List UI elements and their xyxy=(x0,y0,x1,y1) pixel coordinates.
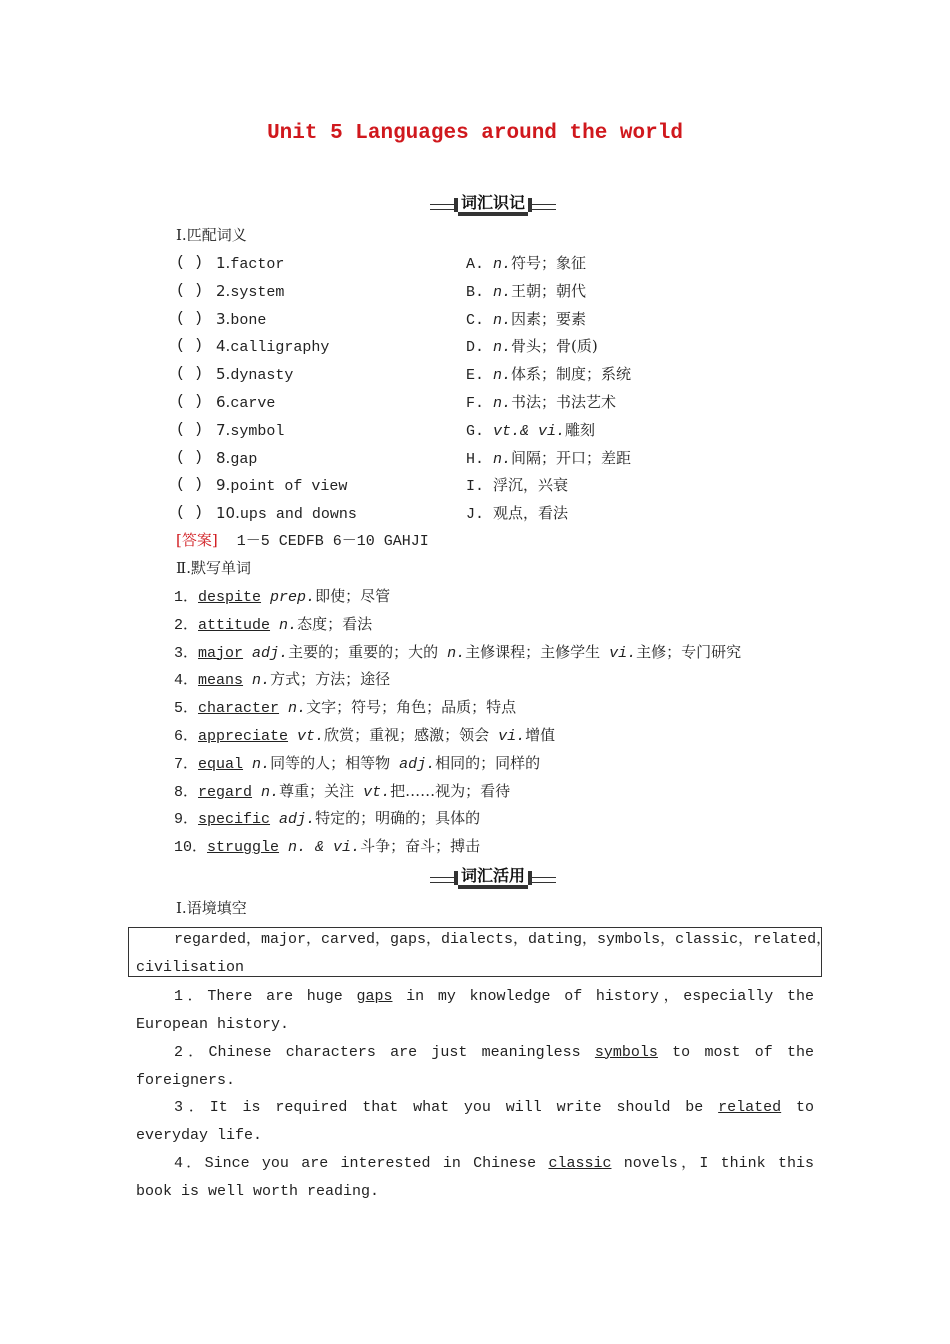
matching-option xyxy=(466,420,595,442)
item-number: 3. xyxy=(216,309,231,328)
dictation-row xyxy=(174,586,390,608)
matching-word xyxy=(216,392,275,414)
matching-word xyxy=(216,475,347,497)
item-number: 5. xyxy=(216,365,231,384)
item-word: point of view xyxy=(230,478,348,496)
item-pos: prep. xyxy=(270,589,316,606)
section-heading-fill-in: Ⅰ.语境填空 xyxy=(176,899,247,917)
option-pos: n. xyxy=(493,339,512,357)
dictation-row xyxy=(174,753,540,775)
item-meaning: 文字；符号；角色；品质；特点 xyxy=(306,698,517,717)
answer-blank[interactable]: ( ) xyxy=(176,309,204,327)
answer-blank[interactable]: ( ) xyxy=(176,420,204,438)
item-word: despite xyxy=(198,589,262,606)
option-pos: n. xyxy=(493,395,512,412)
matching-option xyxy=(466,448,631,470)
option-letter: J. xyxy=(466,506,485,524)
matching-word xyxy=(216,448,257,470)
item-meaning-2: 增值 xyxy=(525,726,556,744)
sentence-answer: classic xyxy=(548,1154,612,1172)
answer-blank[interactable]: ( ) xyxy=(176,448,204,466)
option-meaning: 体系；制度；系统 xyxy=(511,365,632,384)
matching-word xyxy=(216,253,284,275)
option-meaning: 雕刻 xyxy=(565,420,596,439)
dictation-row xyxy=(174,697,516,719)
item-word: dynasty xyxy=(230,367,294,385)
matching-option xyxy=(466,503,568,525)
item-meaning: 主要的；重要的；大的 xyxy=(288,642,439,661)
answer-blank[interactable]: ( ) xyxy=(176,281,204,299)
option-letter: I. xyxy=(466,478,485,496)
item-pos: n. xyxy=(252,755,271,773)
item-pos: vt. xyxy=(297,728,325,745)
banner-label: 词汇活用 xyxy=(458,867,528,889)
sentence-answer: related xyxy=(718,1099,782,1117)
item-meaning: 方式；方法；途径 xyxy=(270,670,391,689)
dictation-row xyxy=(174,642,741,664)
item-word: character xyxy=(198,700,280,718)
matching-option xyxy=(466,281,586,303)
option-letter: G. xyxy=(466,422,485,440)
item-meaning: 欣赏；重视；感激；领会 xyxy=(324,726,490,744)
item-number: 7. xyxy=(216,420,231,439)
item-number: 8． xyxy=(174,783,199,801)
item-number: 8. xyxy=(216,448,231,467)
sentence-number: 3． xyxy=(174,1099,210,1117)
option-meaning: 观点，看法 xyxy=(493,504,569,523)
item-meaning: 同等的人；相等物 xyxy=(270,753,391,772)
option-pos: vt.& vi. xyxy=(493,422,566,440)
sentence-number: 4． xyxy=(174,1154,205,1172)
answer-tag: [答案] xyxy=(176,531,218,549)
item-number: 1. xyxy=(216,254,231,272)
item-word: struggle xyxy=(207,839,280,857)
section-heading-dictation: Ⅱ.默写单词 xyxy=(176,559,251,577)
option-meaning: 间隔；开口；差距 xyxy=(511,448,632,467)
fill-in-sentence xyxy=(136,983,814,1039)
option-meaning: 因素；要素 xyxy=(511,309,587,328)
option-letter: E. xyxy=(466,367,485,385)
option-letter: D. xyxy=(466,339,485,357)
answer-blank[interactable]: ( ) xyxy=(176,337,204,355)
word-bank-line-1: regarded，major，carved，gaps，dialects，dating，symbols，classic，related， xyxy=(174,931,832,948)
item-word: equal xyxy=(198,755,244,773)
item-number: 10． xyxy=(174,839,208,857)
option-pos: n. xyxy=(493,311,512,329)
sentence-after: novels，I think this book is well worth reading. xyxy=(136,1154,814,1200)
matching-word xyxy=(216,420,284,442)
item-number: 2. xyxy=(216,281,231,300)
item-word: major xyxy=(198,644,244,662)
answer-blank[interactable]: ( ) xyxy=(176,393,204,410)
sentence-after: in my knowledge of history，especially the European history. xyxy=(136,988,814,1033)
dictation-row xyxy=(174,836,480,858)
option-meaning: 王朝；朝代 xyxy=(511,281,587,300)
sentence-after: to everyday life. xyxy=(136,1099,814,1145)
sentence-before: Chinese characters are just meaningless xyxy=(208,1043,595,1061)
section-banner-vocab-memory xyxy=(430,194,556,216)
item-meaning: 态度；看法 xyxy=(297,614,373,633)
option-meaning: 浮沉，兴衰 xyxy=(493,476,569,495)
word-bank-box xyxy=(128,927,832,977)
item-word: appreciate xyxy=(198,728,289,745)
item-pos: n. xyxy=(252,672,271,690)
option-letter: B. xyxy=(466,283,485,301)
option-letter: H. xyxy=(466,450,485,468)
dictation-row xyxy=(174,725,555,747)
section-banner-vocab-usage xyxy=(430,867,556,889)
item-word: bone xyxy=(230,311,267,329)
answer-blank[interactable]: ( ) xyxy=(176,504,204,522)
sentence-number: 2． xyxy=(174,1043,209,1061)
option-letter: F. xyxy=(466,395,485,412)
item-pos: adj. xyxy=(252,644,289,662)
matching-word xyxy=(216,336,329,358)
item-word: specific xyxy=(198,811,271,829)
item-meaning-2: 相同的；同样的 xyxy=(435,753,541,772)
sentence-number: 1． xyxy=(174,988,208,1005)
item-word: factor xyxy=(230,256,285,273)
option-letter: C. xyxy=(466,311,485,329)
item-number: 6. xyxy=(216,393,231,411)
item-pos: n. xyxy=(288,700,307,718)
item-number: 6． xyxy=(174,728,199,745)
matching-word xyxy=(216,364,293,386)
matching-option xyxy=(466,336,598,358)
item-meaning: 即使；尽管 xyxy=(315,587,391,605)
item-number: 4. xyxy=(216,337,231,356)
fill-in-sentence xyxy=(136,1039,814,1095)
matching-word xyxy=(216,503,357,525)
answer-text: 1－5 CEDFB 6－10 GAHJI xyxy=(236,533,429,550)
dictation-row xyxy=(174,781,510,803)
item-word: ups and downs xyxy=(239,506,357,524)
sentence-answer: gaps xyxy=(356,988,393,1005)
item-word: calligraphy xyxy=(230,339,330,357)
item-pos: n. xyxy=(261,783,280,801)
item-word: carve xyxy=(230,395,276,412)
dictation-row xyxy=(174,614,372,636)
sentence-after: to most of the foreigners. xyxy=(136,1043,814,1089)
matching-word xyxy=(216,309,266,331)
dictation-row xyxy=(174,808,480,830)
matching-option xyxy=(466,475,568,497)
answer-blank[interactable]: ( ) xyxy=(176,254,204,271)
item-word: gap xyxy=(230,450,258,468)
item-meaning-3: 主修；专门研究 xyxy=(636,642,742,661)
option-pos: n. xyxy=(493,450,512,468)
item-word: symbol xyxy=(230,422,285,440)
fill-in-sentence xyxy=(136,1094,814,1150)
item-meaning: 特定的；明确的；具体的 xyxy=(315,809,481,828)
item-number: 4． xyxy=(174,672,199,690)
item-pos: n. xyxy=(279,616,298,634)
item-pos: adj. xyxy=(279,811,316,829)
sentence-before: Since you are interested in Chinese xyxy=(204,1154,549,1172)
fill-in-sentence xyxy=(136,1150,814,1206)
answer-blank[interactable]: ( ) xyxy=(176,476,204,494)
section-heading-matching: Ⅰ.匹配词义 xyxy=(176,226,247,244)
matching-option xyxy=(466,253,586,275)
item-pos-2: n. xyxy=(447,644,466,662)
page-title: Unit 5 Languages around the world xyxy=(267,122,683,145)
sentence-answer: symbols xyxy=(594,1043,658,1061)
item-meaning: 斗争；奋斗；搏击 xyxy=(360,837,481,856)
item-pos-2: vt. xyxy=(363,783,391,801)
item-number: 2． xyxy=(174,616,199,634)
item-word: regard xyxy=(198,783,253,801)
item-number: 7． xyxy=(174,755,199,773)
answer-line xyxy=(176,530,429,552)
item-meaning-2: 把……视为；看待 xyxy=(390,781,511,800)
item-number: 10. xyxy=(216,504,240,523)
option-meaning: 书法；书法艺术 xyxy=(511,393,617,411)
item-pos-3: vi. xyxy=(609,644,637,662)
option-letter: A. xyxy=(466,256,485,273)
answer-blank[interactable]: ( ) xyxy=(176,365,204,383)
item-pos-2: adj. xyxy=(399,755,436,773)
matching-option xyxy=(466,392,616,414)
item-meaning-2: 主修课程；主修学生 xyxy=(465,642,601,661)
item-word: system xyxy=(230,283,285,301)
matching-option xyxy=(466,309,586,331)
item-word: means xyxy=(198,672,244,690)
option-pos: n. xyxy=(493,256,512,273)
sentence-before: It is required that what you will write should be xyxy=(209,1099,719,1117)
item-number: 9. xyxy=(216,476,231,495)
sentence-before: There are huge xyxy=(207,988,357,1005)
option-pos: n. xyxy=(493,367,512,385)
dictation-row xyxy=(174,669,390,691)
option-meaning: 符号；象征 xyxy=(511,254,587,272)
item-pos: n. & vi. xyxy=(288,839,361,857)
item-number: 1． xyxy=(174,589,199,606)
matching-option xyxy=(466,364,631,386)
item-meaning: 尊重；关注 xyxy=(279,781,355,800)
option-meaning: 骨头；骨(质) xyxy=(511,337,598,356)
matching-word xyxy=(216,281,284,303)
item-number: 3． xyxy=(174,644,199,662)
word-bank-line-2: civilisation xyxy=(136,959,245,976)
option-pos: n. xyxy=(493,283,512,301)
banner-label: 词汇识记 xyxy=(458,194,528,216)
item-word: attitude xyxy=(198,616,271,634)
item-number: 9． xyxy=(174,811,199,829)
item-pos-2: vi. xyxy=(498,728,526,745)
item-number: 5． xyxy=(174,700,199,718)
